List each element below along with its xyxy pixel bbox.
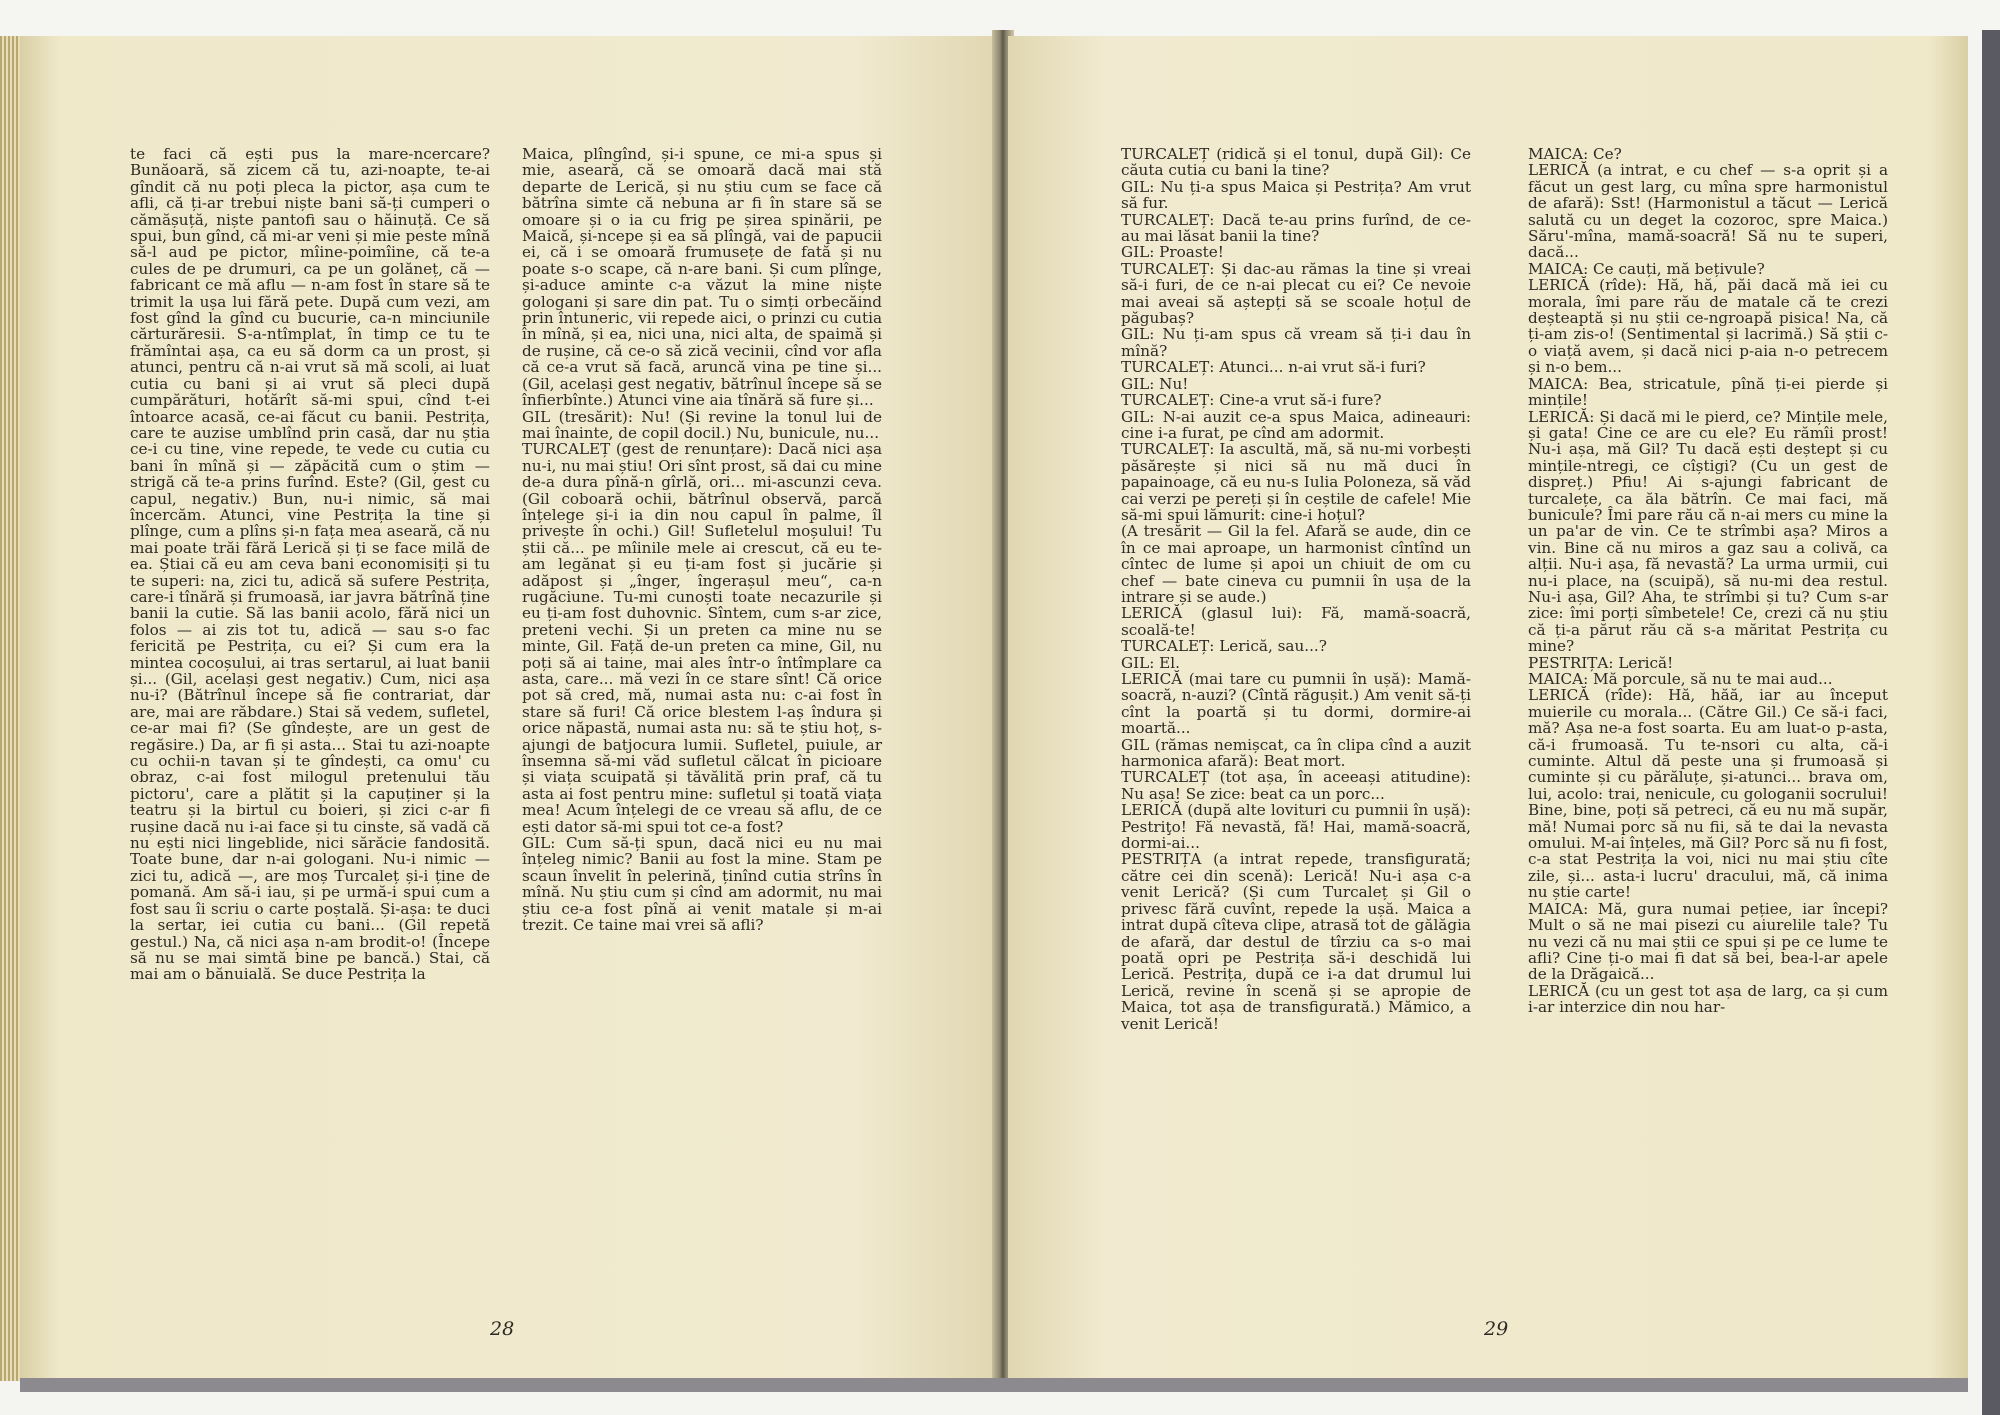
right-page — [1008, 36, 1968, 1381]
left-page-column-2 — [522, 146, 882, 934]
book-cover-edge — [1982, 30, 2000, 1415]
left-page — [20, 36, 1000, 1381]
left-page-number: 28 — [490, 1318, 515, 1340]
right-page-column-1 — [1121, 146, 1471, 1032]
right-page-column-2 — [1528, 146, 1888, 1016]
left-page-column-2-text: Maica, plîngînd, și-i spune, ce mi-a spus și mie, aseară, că se omoară dacă mai stă departe de Lerică, și nu știu cum se face că bătrîna simte că nebuna ar fi în stare să se omoare și o ia cu frig pe șirea spinării, pe Maică, și-ncepe și ea să plîngă, vai de papucii ei, că i se omoară frumusețe de fată și nu poate s-o scape, că n-are bani. Și cum plînge, și-aduce aminte c-a văzut la mine niște gologani și sare din pat. Tu o simți orbecăind prin întuneric, vii repede aici, o prinzi cu cutia în mînă, și ea, nici una, nici alta, de spaimă și de rușine, că ce-o să zică vecinii, cînd vor afla că ce-a vrut să facă, aruncă vina pe tine și... (Gil, același gest negativ, bătrînul începe să se înfierbînte.) Atunci vine aia tînără să fure și... GIL (tresărit): Nu! (Și revine la tonul lui de mai înainte, de copil docil.) Nu, bunicule, nu... TURCALEȚ (gest de renunțare): Dacă nici așa nu-i, nu mai știu! Ori sînt prost, să dai cu mine de-a dura pînă-n gîrlă, ori... mi-ascunzi ceva. (Gil coboară ochii, bătrînul observă, parcă înțelege și-i ia din nou capul în palme, îl privește în ochi.) Gil! Sufletelul moșului! Tu știi că... pe mîinile mele ai crescut, că eu te-am legănat și eu ți-am fost și jucărie și adăpost și „înger, îngerașul meu“, ca-n rugăciune. Tu-mi cunoști toate necazurile și eu ți-am fost duhovnic. Sîntem, cum s-ar zice, preteni vechi. Și un preten ca mine nu se minte, Gil. Față de-un preten ca mine, Gil, nu poți să ai taine, mai ales într-o întîmplare ca asta, care... mă vezi în ce stare sînt! Că orice pot să cred, mă, numai asta nu: c-ai fost în stare să furi! Că orice blestem l-aș îndura și orice năpastă, numai asta nu: să te știu hoț, s-ajungi de batjocura lumii. Sufletel, puiule, ar însemna să-mi văd sufletul călcat în picioare și viața scuipată și tăvălită prin praf, că tu asta ai fost pentru mine: sufletul și toată viața mea! Acum înțelegi de ce vreau să aflu, de ce ești dator să-mi spui tot ce-a fost? GIL: Cum să-ți spun, dacă nici eu nu mai înțeleg nimic? Banii au fost la mine. Stam pe scaun învelit în pelerină, ținînd cutia strîns în mînă. Nu știu cum și cînd am adormit, nu mai știu ce-a fost pînă ai venit matale și m-ai trezit. Ce taine mai vrei să afli? — [522, 145, 882, 935]
left-page-column-1-text: te faci că ești pus la mare-ncercare? Bunăoară, să zicem că tu, azi-noapte, te-ai gîndit că nu poți pleca la pictor, așa cum te afli, că ți-ar trebui niște bani să-ți cumperi o cămășuță, niște pantofi sau o hăinuță. Ce să spui, bun gînd, că mi-ar veni și mie peste mînă să-l aud pe pictor, mîine-poimîine, că te-a cules de pe drumuri, ca pe un golăneț, că — fabricant ce mă aflu — n-am fost în stare să te trimit la ușa lui fără pete. După cum vezi, am fost gînd la gînd cu bucurie, ca-n minciunile cărturăresii. S-a-ntîmplat, în timp ce tu te frămîntai așa, ca eu să dorm ca un prost, și atunci, pentru că n-ai vrut să mă scoli, ai luat cutia cu bani și ai vrut să pleci după cumpărături, hotărît să-mi spui, cînd t-ei întoarce acasă, ce-ai făcut cu banii. Pestrița, care te auzise umblînd prin casă, dar nu știa ce-i cu tine, vine repede, te vede cu cutia cu bani în mînă și — zăpăcită cum o știm — strigă că te-a prins furînd. Este? (Gil, gest cu capul, negativ.) Bun, nu-i nimic, să mai încercăm. Atunci, vine Pestrița la tine și plînge, cum a plîns și-n fața mea aseară, că nu mai poate trăi fără Lerică și ți se face milă de ea. Știai că eu am ceva bani economisiți și tu te superi: na, zici tu, adică să sufere Pestrița, care-i tînără și frumoasă, iar javra bătrînă ține banii la cutie. Să las banii acolo, fără nici un folos — ai zis tot tu, adică — sau s-o fac fericită pe Pestrița, cu ei? Și cum era la mintea cocoșului, ai tras sertarul, ai luat banii și... (Gil, același gest negativ.) Cum, nici așa nu-i? (Bătrînul începe să fie contrariat, dar are, mai are răbdare.) Stai să vedem, sufletel, ce-ar mai fi? (Se gîndește, are un gest de regăsire.) Da, ar fi și asta... Stai tu azi-noapte cu ochii-n tavan și te gîndești, ca omu' cu obraz, c-ai fost milogul pretenului tău pictoru', care a plătit și la capuținer și la teatru și la birtul cu boieri, și zici c-ar fi rușine dacă nu i-ai face și tu cinste, să vadă că nu ești nici lingeblide, nici sărăcie fandosită. Toate bune, dar n-ai gologani. Nu-i nimic — zici tu, adică —, are moș Turcaleț și-i ține de pomană. Am să-i iau, și pe urmă-i spui cum a fost sau îi scriu o carte poștală. Și-așa: te duci la sertar, iei cutia cu bani... (Gil repetă gestul.) Na, că nici așa n-am brodit-o! (Începe să nu se mai simtă bine pe bancă.) Stai, că mai am o bănuială. Se duce Pestrița la — [130, 145, 490, 984]
page-edges-left — [0, 36, 22, 1381]
right-page-number: 29 — [1484, 1318, 1509, 1340]
book-cover-bottom — [20, 1378, 1968, 1392]
right-page-column-1-text: TURCALEȚ (ridică și el tonul, după Gil): Ce căuta cutia cu bani la tine? GIL: Nu ți-a spus Maica și Pestrița? Am vrut să fur. TURCALEȚ: Dacă te-au prins furînd, de ce-au mai lăsat banii la tine? GIL: Proaste! TURCALEȚ: Și dac-au rămas la tine și vreai să-i furi, de ce n-ai plecat cu ei? Ce nevoie mai aveai să aștepți să se scoale hoțul de păgubaș? GIL: Nu ți-am spus că vream să ți-i dau în mînă? TURCALEȚ: Atunci... n-ai vrut să-i furi? GIL: Nu! TURCALEȚ: Cine-a vrut să-i fure? GIL: N-ai auzit ce-a spus Maica, adineauri: cine i-a furat, pe cînd am adormit. TURCALEȚ: Ia ascultă, mă, să nu-mi vorbești păsărește și nici să nu mă duci în papainoage, că eu nu-s Iulia Poloneza, să văd cai verzi pe pereți și în ceștile de cafele! Mie să-mi spui lămurit: cine-i hoțul? (A tresărit — Gil la fel. Afară se aude, din ce în ce mai aproape, un harmonist cîntînd un cîntec de lume și apoi un chiuit de om cu chef — bate cineva cu pumnii în ușa de la intrare și se aude.) LERICĂ (glasul lui): Fă, mamă-soacră, scoală-te! TURCALEȚ: Lerică, sau...? GIL: El. LERICĂ (mai tare cu pumnii în ușă): Mamă-soacră, n-auzi? (Cîntă răgușit.) Am venit să-ți cînt la poartă și tu dormi, dormire-ai moartă... GIL (rămas nemișcat, ca în clipa cînd a auzit harmonica afară): Beat mort. TURCALEȚ (tot așa, în aceeași atitudine): Nu așa! Se zice: beat ca un porc... LERICĂ (după alte lovituri cu pumnii în ușă): Pestriţo! Fă nevastă, fă! Hai, mamă-soacră, dormi-ai... PESTRIȚA (a intrat repede, transfigurată; către cei din scenă): Lerică! Nu-i așa c-a venit Lerică? (Și cum Turcaleț și Gil o privesc fără cuvînt, repede la ușă. Maica a intrat după cîteva clipe, atrasă tot de gălăgia de afară, dar destul de tîrziu ca s-o mai poată opri pe Pestrița să-i deschidă lui Lerică. Pestrița, după ce i-a dat drumul lui Lerică, revine în scenă și se apropie de Maica, tot așa de transfigurată.) Mămico, a venit Lerică! — [1121, 145, 1471, 1033]
right-page-column-2-text: MAICA: Ce? LERICĂ (a intrat, e cu chef — s-a oprit și a făcut un gest larg, cu mîna spre harmonistul de afară): Sst! (Harmonistul a tăcut — Lerică salută cu un deget la cozoroc, spre Maica.) Săru'-mîna, mamă-soacră! Să nu te superi, dacă... MAICA: Ce cauți, mă bețivule? LERICĂ (rîde): Hă, hă, păi dacă mă iei cu morala, îmi pare rău de matale că te crezi deșteaptă și nu știi ce-ngroapă pisica! Na, că ți-am zis-o! (Sentimental și lacrimă.) Să știi c-o viață avem, și dacă nici p-aia n-o petrecem și n-o bem... MAICA: Bea, stricatule, pînă ți-ei pierde și mințile! LERICĂ: Și dacă mi le pierd, ce? Mințile mele, și gata! Cine ce are cu ele? Eu rămîi prost! Nu-i așa, mă Gil? Tu dacă ești deștept și cu mințile-ntregi, ce cîștigi? (Cu un gest de dispreț.) Pfiu! Ai s-ajungi fabricant de turcalețe, ca ăla bătrîn. Ce mai faci, mă bunicule? Îmi pare rău că n-ai mers cu mine la un pa'ar de vin. Ce te strîmbi așa? Miros a vin. Bine că nu miros a gaz sau a colivă, ca alții. Nu-i așa, fă nevastă? La urma urmii, cui nu-i place, na (scuipă), să nu-mi dea restul. Nu-i așa, Gil? Aha, te strîmbi și tu? Cum s-ar zice: îmi porți sîmbetele! Ce, crezi că nu știu că ți-a părut rău că s-a măritat Pestrița cu mine? PESTRIȚA: Lerică! MAICA: Mă porcule, să nu te mai aud... LERICĂ (rîde): Hă, hăă, iar au început muierile cu morala... (Către Gil.) Ce să-i faci, mă? Așa ne-a fost soarta. Eu am luat-o p-asta, că-i frumoasă. Tu te-nsori cu alta, că-i cuminte. Altul dă peste una și frumoasă și cuminte și cu părăluțe, și-atunci... brava om, lui, acolo: trai, nenicule, cu gologanii socrului! Bine, bine, poți să petreci, că eu nu mă supăr, mă! Numai porc să nu fii, să te dai la nevasta omului. M-ai înțeles, mă Gil? Porc să nu fi fost, c-a stat Pestrița la voi, nici nu mai știu cîte zile, și... asta-i lucru' dracului, mă, că inima nu știe carte! MAICA: Mă, gura numai pețiee, iar începi? Mult o să ne mai pisezi cu aiurelile tale? Tu nu vezi că nu mai știi ce spui și pe ce lume te afli? Cine ți-o mai fi dat să bei, bea-l-ar apele de la Drăgaică... LERICĂ (cu un gest tot așa de larg, ca și cum i-ar interzice din nou har- — [1528, 145, 1888, 1017]
left-page-column-1 — [130, 146, 490, 983]
